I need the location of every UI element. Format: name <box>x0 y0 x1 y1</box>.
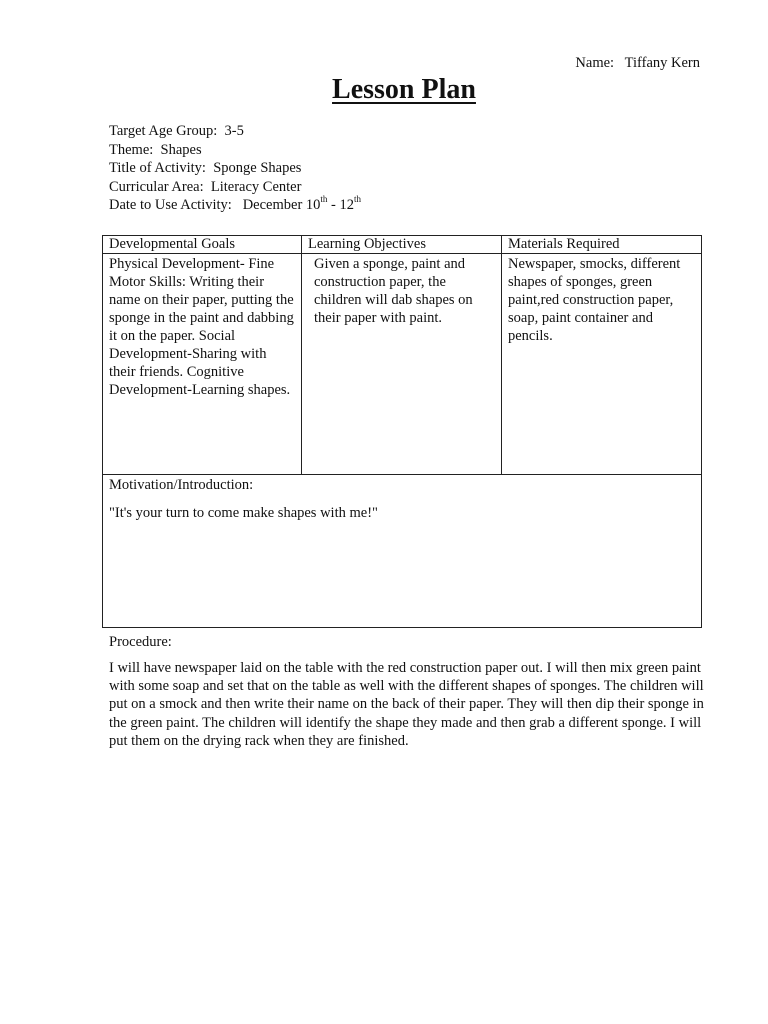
procedure-text: I will have newspaper laid on the table with the red construction paper out. I will then mix green paint with some soap and set that on the table as well with the different shapes of sponges. The children will put on a smock and then write their name on the back of their paper. They will then dip their sponge in the green paint. The children will identify the shape they made and then grab a different sponge. I will put them on the drying rack when they are finished. <box>109 660 704 749</box>
motivation-cell <box>103 475 702 628</box>
target-age-group: Target Age Group: 3-5 <box>109 123 244 139</box>
header-developmental-goals: Developmental Goals <box>103 236 302 254</box>
curricular-area: Curricular Area: Literacy Center <box>109 178 302 195</box>
header-materials-required: Materials Required <box>502 236 702 254</box>
lesson-info <box>109 122 361 215</box>
motivation-row <box>103 475 702 628</box>
materials-required-cell: Newspaper, smocks, different shapes of sponges, green paint,red construction paper, soap, paint container and pencils. <box>502 254 702 475</box>
procedure-label: Procedure: <box>109 634 172 650</box>
header-learning-objectives: Learning Objectives <box>302 236 502 254</box>
student-name: Name: Tiffany Kern <box>575 55 700 71</box>
date-prefix: Date to Use Activity: December 10 <box>109 197 321 214</box>
motivation-label: Motivation/Introduction: <box>109 477 254 493</box>
activity-title: Title of Activity: Sponge Shapes <box>109 160 302 177</box>
motivation-quote: "It's your turn to come make shapes with me!" <box>109 505 378 521</box>
page-title: Lesson Plan <box>332 74 476 105</box>
theme: Theme: Shapes <box>109 141 202 158</box>
table-header-row <box>103 236 702 254</box>
table-content-row <box>103 254 702 475</box>
lesson-table <box>102 235 702 628</box>
developmental-goals-cell: Physical Development- Fine Motor Skills: Writing their name on their paper, putting the sponge in the paint and dabbing it on the paper. Social Development-Sharing with their friends. Cognitive Development-Learning shapes. <box>103 254 302 475</box>
date-middle: - 12 <box>327 197 355 214</box>
date-suffix-1: th <box>320 194 328 205</box>
date-suffix-2: th <box>354 194 362 205</box>
learning-objectives-cell: Given a sponge, paint and construction paper, the children will dab shapes on their paper with paint. <box>302 254 502 475</box>
activity-date <box>109 196 361 215</box>
